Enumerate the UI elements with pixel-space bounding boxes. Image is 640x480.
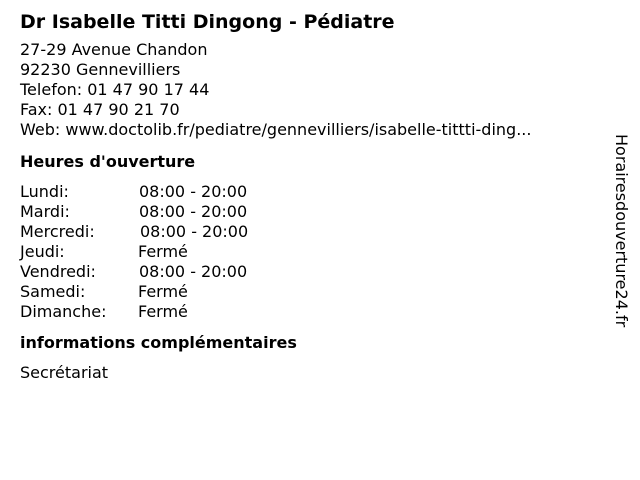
- additional-info-heading: informations complémentaires: [20, 333, 297, 352]
- hours-row-tuesday: [20, 202, 600, 222]
- hours-row-thursday: [20, 242, 600, 262]
- hours-row-wednesday: [20, 222, 600, 242]
- postal-city: 92230 Gennevilliers: [20, 60, 181, 79]
- hours-row-monday: [20, 182, 600, 202]
- day-hours: 08:00 - 20:00: [139, 182, 248, 201]
- opening-hours-heading: Heures d'ouverture: [20, 152, 196, 171]
- day-label: Lundi:: [20, 182, 69, 201]
- day-label: Dimanche:: [20, 302, 107, 321]
- hours-row-saturday: [20, 282, 600, 302]
- opening-hours-list: [20, 182, 600, 322]
- hours-row-sunday: [20, 302, 600, 322]
- phone-number: Telefon: 01 47 90 17 44: [20, 80, 210, 99]
- street-address: 27-29 Avenue Chandon: [20, 40, 208, 59]
- fax-number: Fax: 01 47 90 21 70: [20, 100, 180, 119]
- day-hours: Fermé: [138, 302, 188, 321]
- address-block: [20, 40, 600, 140]
- day-label: Samedi:: [20, 282, 86, 301]
- day-label: Vendredi:: [20, 262, 96, 281]
- business-title: Dr Isabelle Titti Dingong - Pédiatre: [20, 11, 395, 33]
- day-hours: 08:00 - 20:00: [139, 262, 248, 281]
- day-label: Mardi:: [20, 202, 70, 221]
- day-hours: Fermé: [138, 242, 188, 261]
- day-hours: 08:00 - 20:00: [139, 202, 248, 221]
- business-card: [20, 10, 600, 383]
- website-link[interactable]: Web: www.doctolib.fr/pediatre/gennevilliers/isabelle-tittti-ding...: [20, 120, 532, 139]
- day-label: Jeudi:: [20, 242, 65, 261]
- hours-row-friday: [20, 262, 600, 282]
- day-label: Mercredi:: [20, 222, 95, 241]
- day-hours: Fermé: [138, 282, 188, 301]
- day-hours: 08:00 - 20:00: [140, 222, 249, 241]
- info-item: Secrétariat: [20, 363, 109, 382]
- site-watermark: Horairesdouverture24.fr: [612, 134, 631, 328]
